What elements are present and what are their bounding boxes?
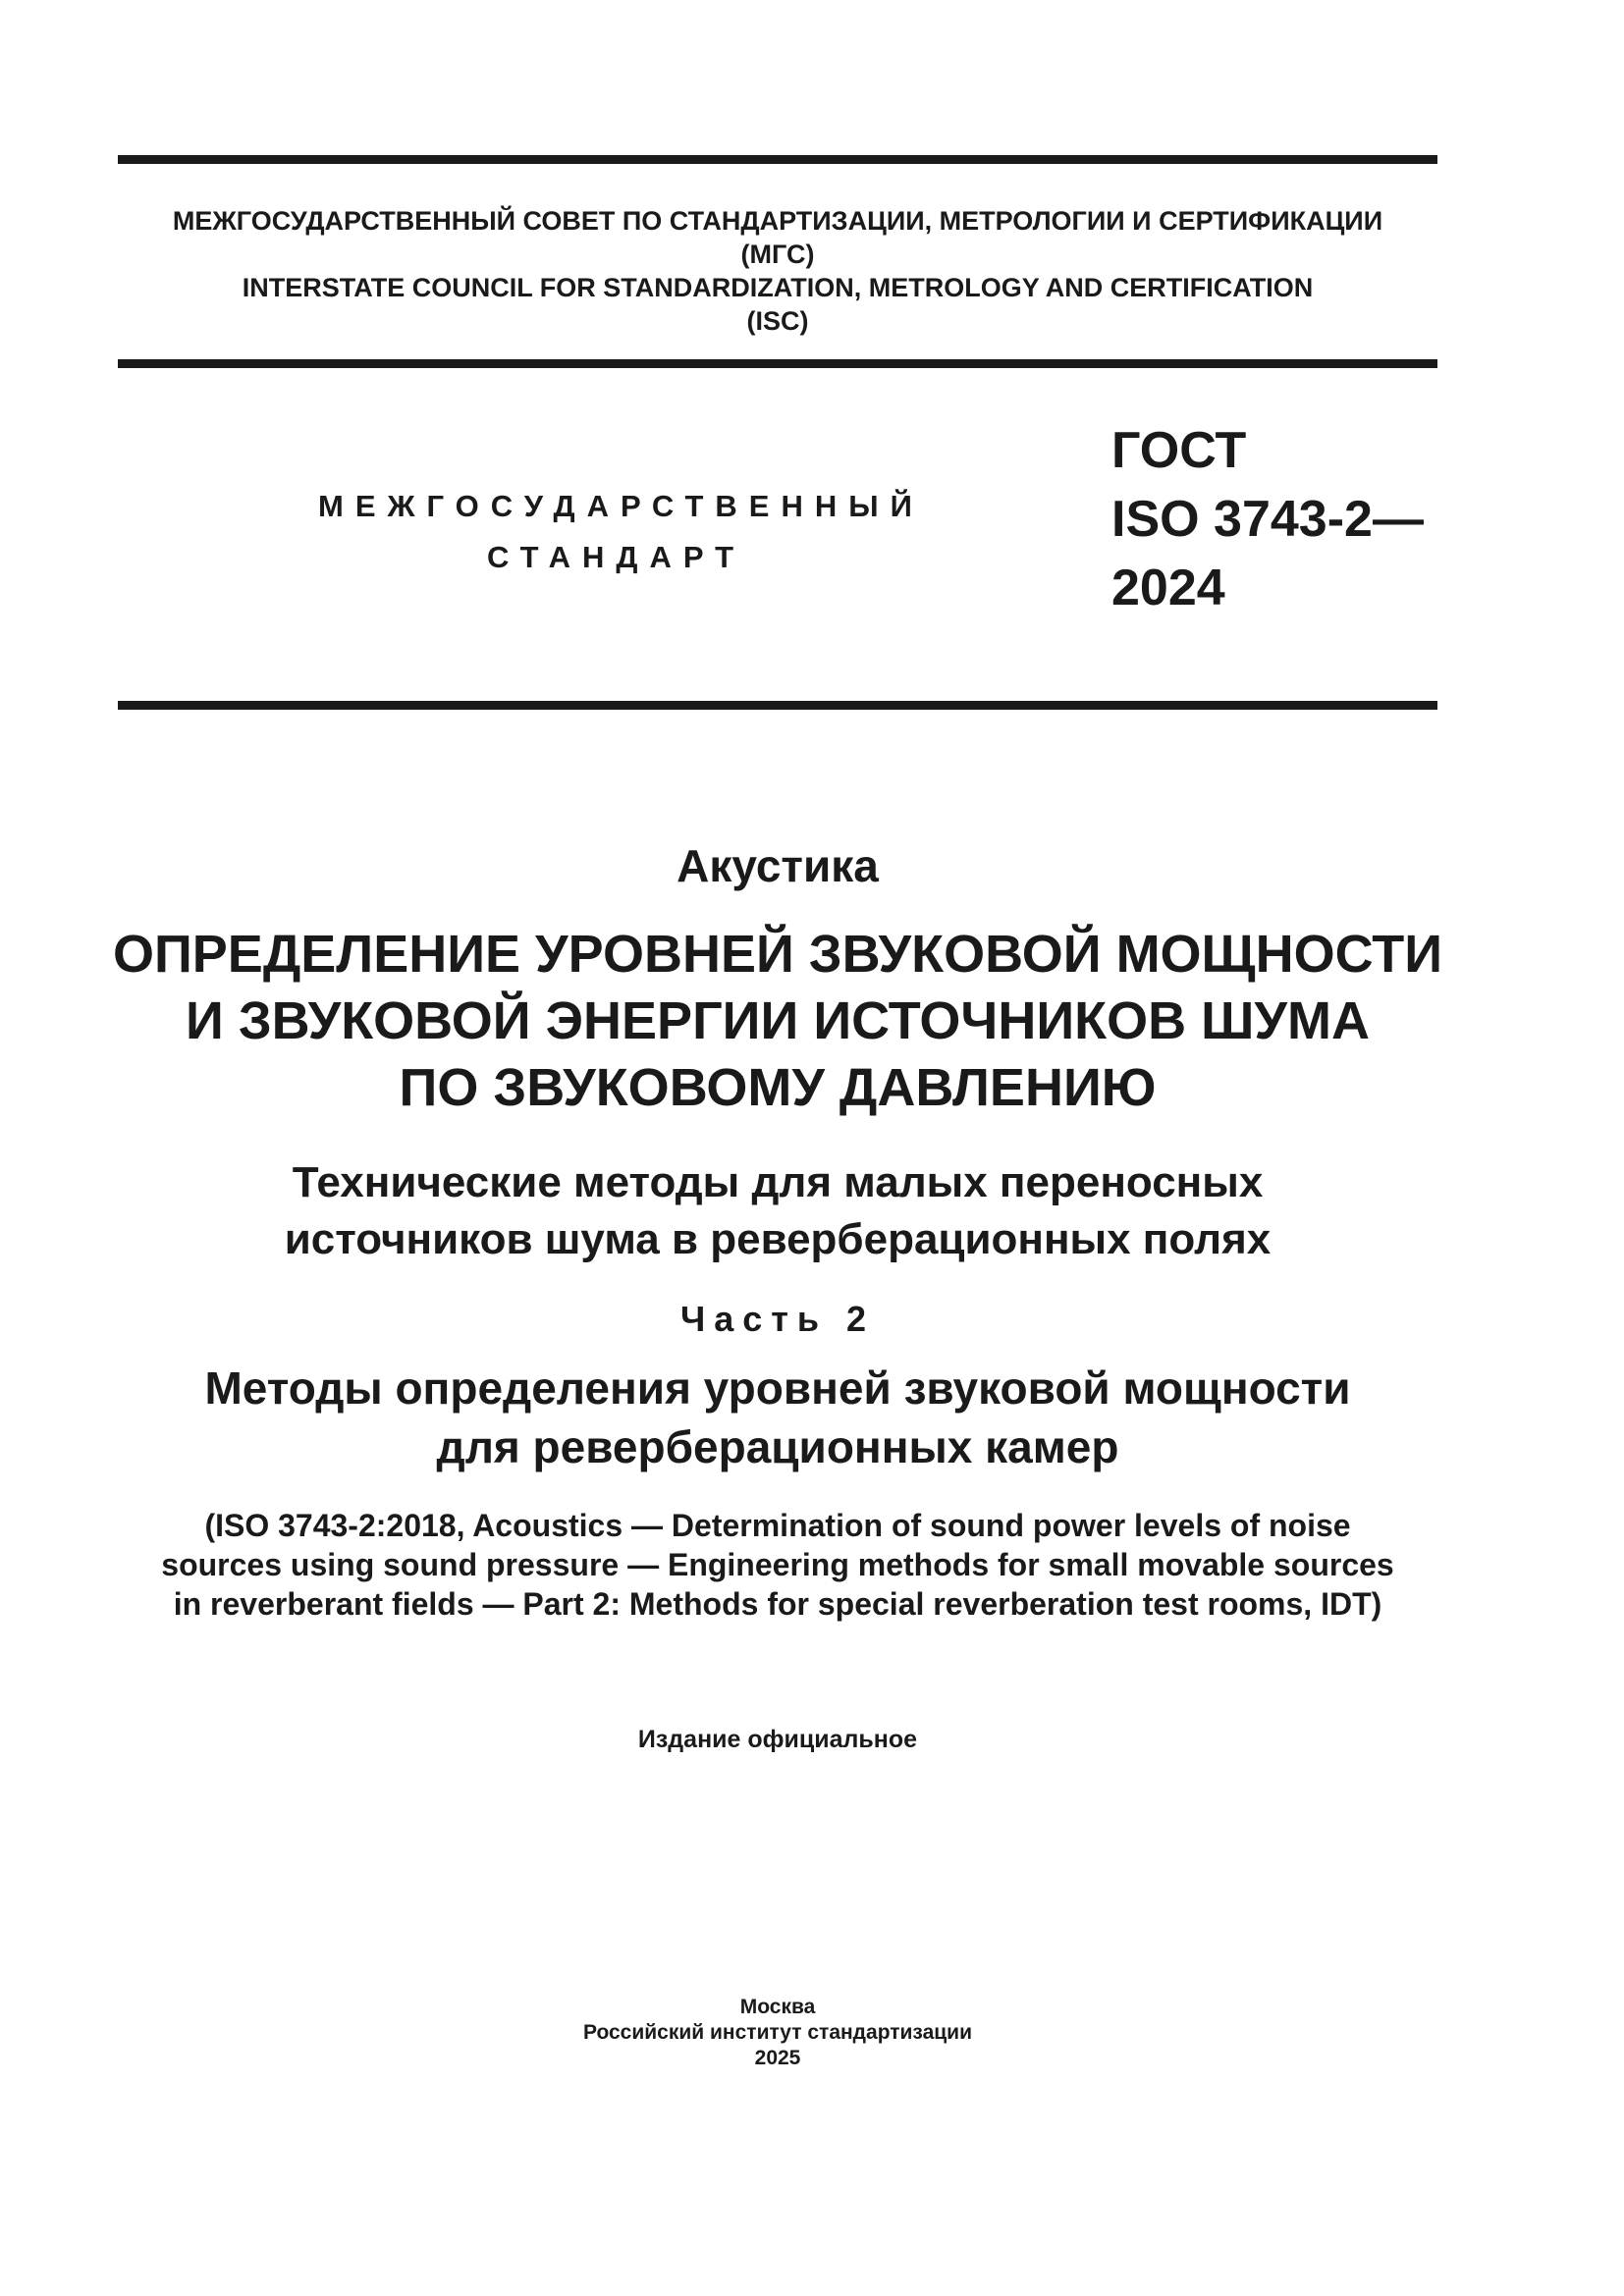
council-abbr-ru: (МГС) (740, 240, 815, 269)
main-title-line-2: И ЗВУКОВОЙ ЭНЕРГИИ ИСТОЧНИКОВ ШУМА (186, 991, 1370, 1050)
subtitle-line-2: источников шума в реверберационных полях (284, 1215, 1272, 1263)
council-name-en: INTERSTATE COUNCIL FOR STANDARDIZATION, METROLOGY AND CERTIFICATION (242, 273, 1314, 302)
iso-reference-line-3: in reverberant fields — Part 2: Methods for special reverberation test rooms, IDT) (173, 1586, 1382, 1622)
edition-note: Издание официальное (637, 1726, 918, 1753)
council-abbr-en: (ISC) (746, 306, 809, 336)
main-title (98, 921, 1457, 1121)
top-divider (118, 155, 1437, 164)
part-title-line-1: Методы определения уровней звуковой мощности (204, 1362, 1351, 1414)
document-subject: Акустика (677, 840, 879, 891)
standard-type-line-1: МЕЖГОСУДАРСТВЕННЫЙ (318, 489, 924, 523)
iso-reference-line-2: sources using sound pressure — Engineering methods for small movable sources (161, 1547, 1394, 1582)
standard-code-line-1: ГОСТ (1111, 422, 1247, 479)
standard-code-line-2: ISO 3743-2— (1111, 491, 1424, 548)
part-title-line-2: для реверберационных камер (436, 1421, 1119, 1472)
standard-code (1111, 416, 1424, 622)
title-divider (118, 701, 1437, 710)
part-title (98, 1359, 1457, 1476)
subtitle-line-1: Технические методы для малых переносных (292, 1158, 1264, 1206)
iso-reference (98, 1506, 1457, 1624)
subtitle (98, 1154, 1457, 1268)
imprint-city: Москва (739, 1996, 816, 2018)
imprint-year: 2025 (754, 2047, 801, 2069)
iso-reference-line-1: (ISO 3743-2:2018, Acoustics — Determination of sound power levels of noise (204, 1508, 1351, 1543)
part-label: Часть 2 (679, 1299, 876, 1339)
council-header (118, 204, 1437, 338)
header-divider (118, 359, 1437, 368)
main-title-line-1: ОПРЕДЕЛЕНИЕ УРОВНЕЙ ЗВУКОВОЙ МОЩНОСТИ (112, 925, 1443, 984)
standard-type-line-2: СТАНДАРТ (487, 540, 746, 574)
standard-type-label (295, 481, 923, 583)
standard-code-line-3: 2024 (1111, 560, 1225, 616)
imprint-publisher: Российский институт стандартизации (582, 2021, 973, 2044)
main-title-line-3: ПО ЗВУКОВОМУ ДАВЛЕНИЮ (399, 1058, 1157, 1117)
imprint (98, 1995, 1457, 2071)
council-name-ru: МЕЖГОСУДАРСТВЕННЫЙ СОВЕТ ПО СТАНДАРТИЗАЦИИ, МЕТРОЛОГИИ И СЕРТИФИКАЦИИ (172, 206, 1383, 236)
